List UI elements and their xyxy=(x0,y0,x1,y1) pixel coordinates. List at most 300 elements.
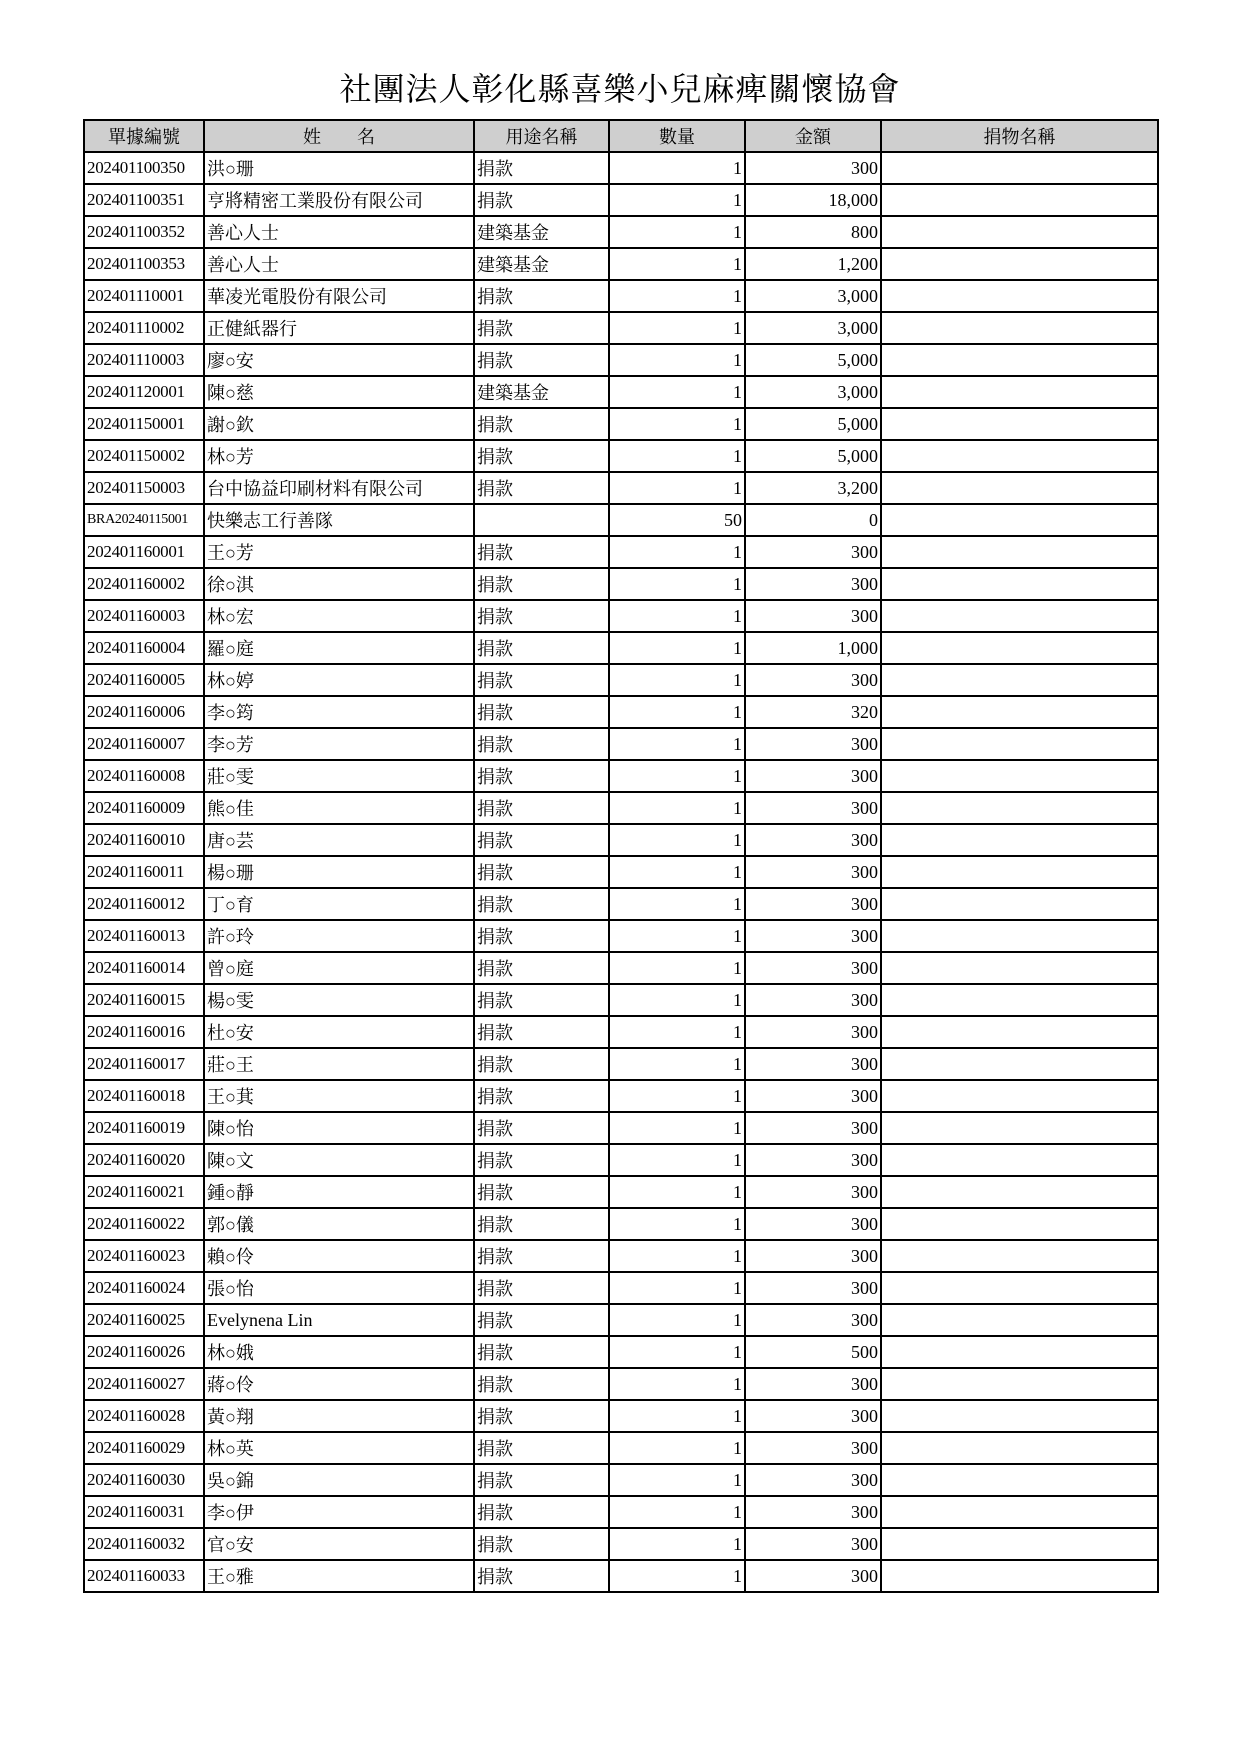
quantity-cell: 1 xyxy=(609,760,745,792)
amount-cell: 18,000 xyxy=(745,184,881,216)
table-row xyxy=(84,504,1158,536)
amount-cell: 5,000 xyxy=(745,408,881,440)
table-row xyxy=(84,376,1158,408)
purpose-cell: 捐款 xyxy=(474,1432,609,1464)
donor-name-cell: 杜○安 xyxy=(204,1016,474,1048)
amount-cell: 5,000 xyxy=(745,440,881,472)
quantity-cell: 1 xyxy=(609,1464,745,1496)
quantity-cell: 1 xyxy=(609,1272,745,1304)
table-row xyxy=(84,792,1158,824)
amount-cell: 300 xyxy=(745,1112,881,1144)
donor-name-cell: 正健紙器行 xyxy=(204,312,474,344)
purpose-cell: 捐款 xyxy=(474,920,609,952)
quantity-cell: 1 xyxy=(609,1048,745,1080)
amount-cell: 300 xyxy=(745,1496,881,1528)
quantity-cell: 1 xyxy=(609,280,745,312)
purpose-cell: 捐款 xyxy=(474,312,609,344)
quantity-cell: 1 xyxy=(609,664,745,696)
amount-cell: 3,000 xyxy=(745,280,881,312)
amount-cell: 300 xyxy=(745,1240,881,1272)
quantity-cell: 1 xyxy=(609,216,745,248)
item-name-cell xyxy=(881,312,1158,344)
amount-cell: 300 xyxy=(745,792,881,824)
purpose-cell: 建築基金 xyxy=(474,376,609,408)
receipt-no-cell: 202401160006 xyxy=(84,696,204,728)
item-name-cell xyxy=(881,1528,1158,1560)
table-row xyxy=(84,344,1158,376)
table-row xyxy=(84,696,1158,728)
amount-cell: 300 xyxy=(745,536,881,568)
table-row xyxy=(84,1528,1158,1560)
purpose-cell: 捐款 xyxy=(474,792,609,824)
donor-name-cell: 王○芳 xyxy=(204,536,474,568)
receipt-no-cell: 202401160025 xyxy=(84,1304,204,1336)
purpose-cell: 捐款 xyxy=(474,632,609,664)
receipt-no-cell: 202401160005 xyxy=(84,664,204,696)
item-name-cell xyxy=(881,760,1158,792)
receipt-no-cell: 202401160027 xyxy=(84,1368,204,1400)
receipt-no-cell: 202401100352 xyxy=(84,216,204,248)
amount-cell: 300 xyxy=(745,1464,881,1496)
donor-name-cell: 謝○欽 xyxy=(204,408,474,440)
donor-name-cell: 郭○儀 xyxy=(204,1208,474,1240)
header-receipt-no: 單據編號 xyxy=(84,120,204,152)
amount-cell: 300 xyxy=(745,1176,881,1208)
item-name-cell xyxy=(881,1304,1158,1336)
purpose-cell: 捐款 xyxy=(474,1176,609,1208)
purpose-cell: 捐款 xyxy=(474,984,609,1016)
table-row xyxy=(84,248,1158,280)
receipt-no-cell: 202401160018 xyxy=(84,1080,204,1112)
donor-name-cell: 王○萁 xyxy=(204,1080,474,1112)
amount-cell: 300 xyxy=(745,1560,881,1592)
header-amount: 金額 xyxy=(745,120,881,152)
quantity-cell: 1 xyxy=(609,248,745,280)
receipt-no-cell: 202401150003 xyxy=(84,472,204,504)
amount-cell: 300 xyxy=(745,984,881,1016)
amount-cell: 300 xyxy=(745,1208,881,1240)
receipt-no-cell: 202401160007 xyxy=(84,728,204,760)
donor-name-cell: 陳○慈 xyxy=(204,376,474,408)
receipt-no-cell: 202401160032 xyxy=(84,1528,204,1560)
quantity-cell: 1 xyxy=(609,984,745,1016)
purpose-cell: 捐款 xyxy=(474,1560,609,1592)
item-name-cell xyxy=(881,1272,1158,1304)
item-name-cell xyxy=(881,280,1158,312)
item-name-cell xyxy=(881,600,1158,632)
table-row xyxy=(84,728,1158,760)
table-row xyxy=(84,824,1158,856)
table-row xyxy=(84,1432,1158,1464)
table-row xyxy=(84,920,1158,952)
quantity-cell: 1 xyxy=(609,1208,745,1240)
item-name-cell xyxy=(881,920,1158,952)
purpose-cell: 捐款 xyxy=(474,1016,609,1048)
donor-name-cell: 熊○佳 xyxy=(204,792,474,824)
receipt-no-cell: 202401100350 xyxy=(84,152,204,184)
donor-name-cell: 李○芳 xyxy=(204,728,474,760)
receipt-no-cell: 202401160016 xyxy=(84,1016,204,1048)
receipt-no-cell: 202401120001 xyxy=(84,376,204,408)
table-row xyxy=(84,632,1158,664)
quantity-cell: 1 xyxy=(609,1432,745,1464)
amount-cell: 300 xyxy=(745,952,881,984)
purpose-cell: 捐款 xyxy=(474,664,609,696)
quantity-cell: 1 xyxy=(609,1144,745,1176)
quantity-cell: 1 xyxy=(609,1240,745,1272)
purpose-cell: 捐款 xyxy=(474,1240,609,1272)
item-name-cell xyxy=(881,248,1158,280)
receipt-no-cell: 202401160026 xyxy=(84,1336,204,1368)
receipt-no-cell: 202401160029 xyxy=(84,1432,204,1464)
table-row xyxy=(84,1336,1158,1368)
purpose-cell: 建築基金 xyxy=(474,216,609,248)
item-name-cell xyxy=(881,376,1158,408)
quantity-cell: 1 xyxy=(609,888,745,920)
table-row xyxy=(84,1016,1158,1048)
donor-name-cell: 丁○育 xyxy=(204,888,474,920)
receipt-no-cell: 202401160002 xyxy=(84,568,204,600)
donor-name-cell: 林○娥 xyxy=(204,1336,474,1368)
purpose-cell: 捐款 xyxy=(474,408,609,440)
receipt-no-cell: BRA20240115001 xyxy=(84,504,204,536)
donor-name-cell: 楊○珊 xyxy=(204,856,474,888)
table-row xyxy=(84,1272,1158,1304)
table-row xyxy=(84,1144,1158,1176)
purpose-cell: 捐款 xyxy=(474,952,609,984)
purpose-cell: 捐款 xyxy=(474,1144,609,1176)
amount-cell: 300 xyxy=(745,152,881,184)
table-row xyxy=(84,440,1158,472)
purpose-cell: 捐款 xyxy=(474,696,609,728)
donor-name-cell: 官○安 xyxy=(204,1528,474,1560)
table-row xyxy=(84,888,1158,920)
header-row xyxy=(84,120,1158,152)
item-name-cell xyxy=(881,536,1158,568)
amount-cell: 300 xyxy=(745,760,881,792)
table-row xyxy=(84,472,1158,504)
amount-cell: 0 xyxy=(745,504,881,536)
item-name-cell xyxy=(881,568,1158,600)
amount-cell: 300 xyxy=(745,728,881,760)
item-name-cell xyxy=(881,1432,1158,1464)
donor-name-cell: 賴○伶 xyxy=(204,1240,474,1272)
donor-name-cell: 洪○珊 xyxy=(204,152,474,184)
header-quantity: 數量 xyxy=(609,120,745,152)
table-row xyxy=(84,1304,1158,1336)
receipt-no-cell: 202401160012 xyxy=(84,888,204,920)
quantity-cell: 1 xyxy=(609,1336,745,1368)
table-row xyxy=(84,1368,1158,1400)
quantity-cell: 1 xyxy=(609,1560,745,1592)
amount-cell: 320 xyxy=(745,696,881,728)
receipt-no-cell: 202401160017 xyxy=(84,1048,204,1080)
purpose-cell: 捐款 xyxy=(474,1048,609,1080)
purpose-cell: 捐款 xyxy=(474,824,609,856)
donor-name-cell: 林○宏 xyxy=(204,600,474,632)
purpose-cell: 建築基金 xyxy=(474,248,609,280)
receipt-no-cell: 202401160021 xyxy=(84,1176,204,1208)
item-name-cell xyxy=(881,1560,1158,1592)
item-name-cell xyxy=(881,1400,1158,1432)
quantity-cell: 1 xyxy=(609,1112,745,1144)
donor-name-cell: 李○筠 xyxy=(204,696,474,728)
item-name-cell xyxy=(881,440,1158,472)
purpose-cell: 捐款 xyxy=(474,1304,609,1336)
donor-name-cell: 林○婷 xyxy=(204,664,474,696)
purpose-cell: 捐款 xyxy=(474,536,609,568)
quantity-cell: 1 xyxy=(609,856,745,888)
donor-name-cell: 林○英 xyxy=(204,1432,474,1464)
table-row xyxy=(84,664,1158,696)
table-row xyxy=(84,952,1158,984)
donor-name-cell: 鍾○靜 xyxy=(204,1176,474,1208)
receipt-no-cell: 202401100353 xyxy=(84,248,204,280)
table-row xyxy=(84,600,1158,632)
amount-cell: 300 xyxy=(745,824,881,856)
quantity-cell: 1 xyxy=(609,952,745,984)
quantity-cell: 1 xyxy=(609,408,745,440)
receipt-no-cell: 202401160020 xyxy=(84,1144,204,1176)
quantity-cell: 1 xyxy=(609,568,745,600)
amount-cell: 300 xyxy=(745,920,881,952)
quantity-cell: 1 xyxy=(609,1304,745,1336)
quantity-cell: 1 xyxy=(609,1176,745,1208)
table-row xyxy=(84,1240,1158,1272)
donor-name-cell: 莊○雯 xyxy=(204,760,474,792)
table-row xyxy=(84,1560,1158,1592)
table-row xyxy=(84,760,1158,792)
table-row xyxy=(84,984,1158,1016)
purpose-cell: 捐款 xyxy=(474,280,609,312)
purpose-cell: 捐款 xyxy=(474,440,609,472)
table-row xyxy=(84,216,1158,248)
quantity-cell: 1 xyxy=(609,152,745,184)
quantity-cell: 1 xyxy=(609,1496,745,1528)
item-name-cell xyxy=(881,984,1158,1016)
quantity-cell: 1 xyxy=(609,792,745,824)
page-title: 社團法人彰化縣喜樂小兒麻痺關懷協會 xyxy=(339,71,901,107)
item-name-cell xyxy=(881,408,1158,440)
donor-name-cell: 陳○怡 xyxy=(204,1112,474,1144)
receipt-no-cell: 202401110003 xyxy=(84,344,204,376)
receipt-no-cell: 202401160019 xyxy=(84,1112,204,1144)
table-row xyxy=(84,408,1158,440)
table-row xyxy=(84,1496,1158,1528)
quantity-cell: 1 xyxy=(609,696,745,728)
donor-name-cell: 台中協益印刷材料有限公司 xyxy=(204,472,474,504)
amount-cell: 300 xyxy=(745,1304,881,1336)
table-row xyxy=(84,312,1158,344)
receipt-no-cell: 202401160015 xyxy=(84,984,204,1016)
purpose-cell: 捐款 xyxy=(474,760,609,792)
donor-name-cell: 陳○文 xyxy=(204,1144,474,1176)
purpose-cell: 捐款 xyxy=(474,1464,609,1496)
donor-name-cell: Evelynena Lin xyxy=(204,1304,474,1336)
receipt-no-cell: 202401160001 xyxy=(84,536,204,568)
amount-cell: 300 xyxy=(745,1144,881,1176)
amount-cell: 3,000 xyxy=(745,312,881,344)
purpose-cell: 捐款 xyxy=(474,1368,609,1400)
receipt-no-cell: 202401160008 xyxy=(84,760,204,792)
purpose-cell: 捐款 xyxy=(474,152,609,184)
table-row xyxy=(84,536,1158,568)
item-name-cell xyxy=(881,856,1158,888)
table-row xyxy=(84,152,1158,184)
donor-name-cell: 唐○芸 xyxy=(204,824,474,856)
amount-cell: 5,000 xyxy=(745,344,881,376)
item-name-cell xyxy=(881,1496,1158,1528)
quantity-cell: 1 xyxy=(609,728,745,760)
donor-name-cell: 蔣○伶 xyxy=(204,1368,474,1400)
receipt-no-cell: 202401160028 xyxy=(84,1400,204,1432)
amount-cell: 300 xyxy=(745,1368,881,1400)
receipt-no-cell: 202401160022 xyxy=(84,1208,204,1240)
table-row xyxy=(84,1400,1158,1432)
purpose-cell: 捐款 xyxy=(474,1208,609,1240)
purpose-cell: 捐款 xyxy=(474,1336,609,1368)
header-item-name: 捐物名稱 xyxy=(881,120,1158,152)
receipt-no-cell: 202401160010 xyxy=(84,824,204,856)
quantity-cell: 1 xyxy=(609,536,745,568)
item-name-cell xyxy=(881,152,1158,184)
quantity-cell: 1 xyxy=(609,1368,745,1400)
donor-name-cell: 華凌光電股份有限公司 xyxy=(204,280,474,312)
table-row xyxy=(84,568,1158,600)
item-name-cell xyxy=(881,728,1158,760)
purpose-cell: 捐款 xyxy=(474,344,609,376)
amount-cell: 300 xyxy=(745,888,881,920)
table-row xyxy=(84,856,1158,888)
quantity-cell: 1 xyxy=(609,1400,745,1432)
amount-cell: 300 xyxy=(745,1048,881,1080)
donor-name-cell: 林○芳 xyxy=(204,440,474,472)
donor-name-cell: 快樂志工行善隊 xyxy=(204,504,474,536)
donor-name-cell: 張○怡 xyxy=(204,1272,474,1304)
donor-name-cell: 吳○錦 xyxy=(204,1464,474,1496)
item-name-cell xyxy=(881,632,1158,664)
amount-cell: 1,200 xyxy=(745,248,881,280)
item-name-cell xyxy=(881,184,1158,216)
quantity-cell: 1 xyxy=(609,472,745,504)
donor-name-cell: 善心人士 xyxy=(204,248,474,280)
receipt-no-cell: 202401160013 xyxy=(84,920,204,952)
donor-name-cell: 亨將精密工業股份有限公司 xyxy=(204,184,474,216)
amount-cell: 1,000 xyxy=(745,632,881,664)
item-name-cell xyxy=(881,216,1158,248)
header-purpose: 用途名稱 xyxy=(474,120,609,152)
amount-cell: 3,000 xyxy=(745,376,881,408)
item-name-cell xyxy=(881,1048,1158,1080)
table-row xyxy=(84,184,1158,216)
amount-cell: 3,200 xyxy=(745,472,881,504)
amount-cell: 800 xyxy=(745,216,881,248)
quantity-cell: 1 xyxy=(609,1016,745,1048)
donor-name-cell: 許○玲 xyxy=(204,920,474,952)
amount-cell: 300 xyxy=(745,1272,881,1304)
donor-name-cell: 徐○淇 xyxy=(204,568,474,600)
quantity-cell: 1 xyxy=(609,632,745,664)
item-name-cell xyxy=(881,952,1158,984)
purpose-cell: 捐款 xyxy=(474,1528,609,1560)
item-name-cell xyxy=(881,792,1158,824)
amount-cell: 300 xyxy=(745,1528,881,1560)
donor-name-cell: 廖○安 xyxy=(204,344,474,376)
quantity-cell: 1 xyxy=(609,344,745,376)
receipt-no-cell: 202401160011 xyxy=(84,856,204,888)
amount-cell: 300 xyxy=(745,1080,881,1112)
purpose-cell: 捐款 xyxy=(474,728,609,760)
purpose-cell: 捐款 xyxy=(474,600,609,632)
purpose-cell: 捐款 xyxy=(474,856,609,888)
table-row xyxy=(84,1176,1158,1208)
purpose-cell xyxy=(474,504,609,536)
receipt-no-cell: 202401100351 xyxy=(84,184,204,216)
amount-cell: 300 xyxy=(745,600,881,632)
donor-name-cell: 曾○庭 xyxy=(204,952,474,984)
item-name-cell xyxy=(881,1176,1158,1208)
receipt-no-cell: 202401150002 xyxy=(84,440,204,472)
donation-table xyxy=(83,119,1159,1593)
quantity-cell: 1 xyxy=(609,184,745,216)
donor-name-cell: 莊○王 xyxy=(204,1048,474,1080)
receipt-no-cell: 202401160003 xyxy=(84,600,204,632)
quantity-cell: 1 xyxy=(609,920,745,952)
receipt-no-cell: 202401150001 xyxy=(84,408,204,440)
donor-name-cell: 李○伊 xyxy=(204,1496,474,1528)
table-row xyxy=(84,1080,1158,1112)
quantity-cell: 50 xyxy=(609,504,745,536)
table-row xyxy=(84,1208,1158,1240)
quantity-cell: 1 xyxy=(609,600,745,632)
quantity-cell: 1 xyxy=(609,376,745,408)
receipt-no-cell: 202401110001 xyxy=(84,280,204,312)
header-name: 姓 名 xyxy=(204,120,474,152)
item-name-cell xyxy=(881,1208,1158,1240)
quantity-cell: 1 xyxy=(609,312,745,344)
amount-cell: 300 xyxy=(745,1432,881,1464)
amount-cell: 300 xyxy=(745,568,881,600)
purpose-cell: 捐款 xyxy=(474,1112,609,1144)
amount-cell: 300 xyxy=(745,856,881,888)
donor-name-cell: 羅○庭 xyxy=(204,632,474,664)
item-name-cell xyxy=(881,1336,1158,1368)
table-row xyxy=(84,1112,1158,1144)
donor-name-cell: 善心人士 xyxy=(204,216,474,248)
item-name-cell xyxy=(881,1112,1158,1144)
table-row xyxy=(84,280,1158,312)
item-name-cell xyxy=(881,344,1158,376)
quantity-cell: 1 xyxy=(609,824,745,856)
receipt-no-cell: 202401160009 xyxy=(84,792,204,824)
item-name-cell xyxy=(881,824,1158,856)
item-name-cell xyxy=(881,1464,1158,1496)
purpose-cell: 捐款 xyxy=(474,1496,609,1528)
item-name-cell xyxy=(881,1240,1158,1272)
item-name-cell xyxy=(881,664,1158,696)
receipt-no-cell: 202401160033 xyxy=(84,1560,204,1592)
amount-cell: 300 xyxy=(745,1400,881,1432)
item-name-cell xyxy=(881,888,1158,920)
receipt-no-cell: 202401160030 xyxy=(84,1464,204,1496)
item-name-cell xyxy=(881,1144,1158,1176)
item-name-cell xyxy=(881,1016,1158,1048)
purpose-cell: 捐款 xyxy=(474,184,609,216)
item-name-cell xyxy=(881,504,1158,536)
purpose-cell: 捐款 xyxy=(474,568,609,600)
donor-name-cell: 黃○翔 xyxy=(204,1400,474,1432)
item-name-cell xyxy=(881,1368,1158,1400)
